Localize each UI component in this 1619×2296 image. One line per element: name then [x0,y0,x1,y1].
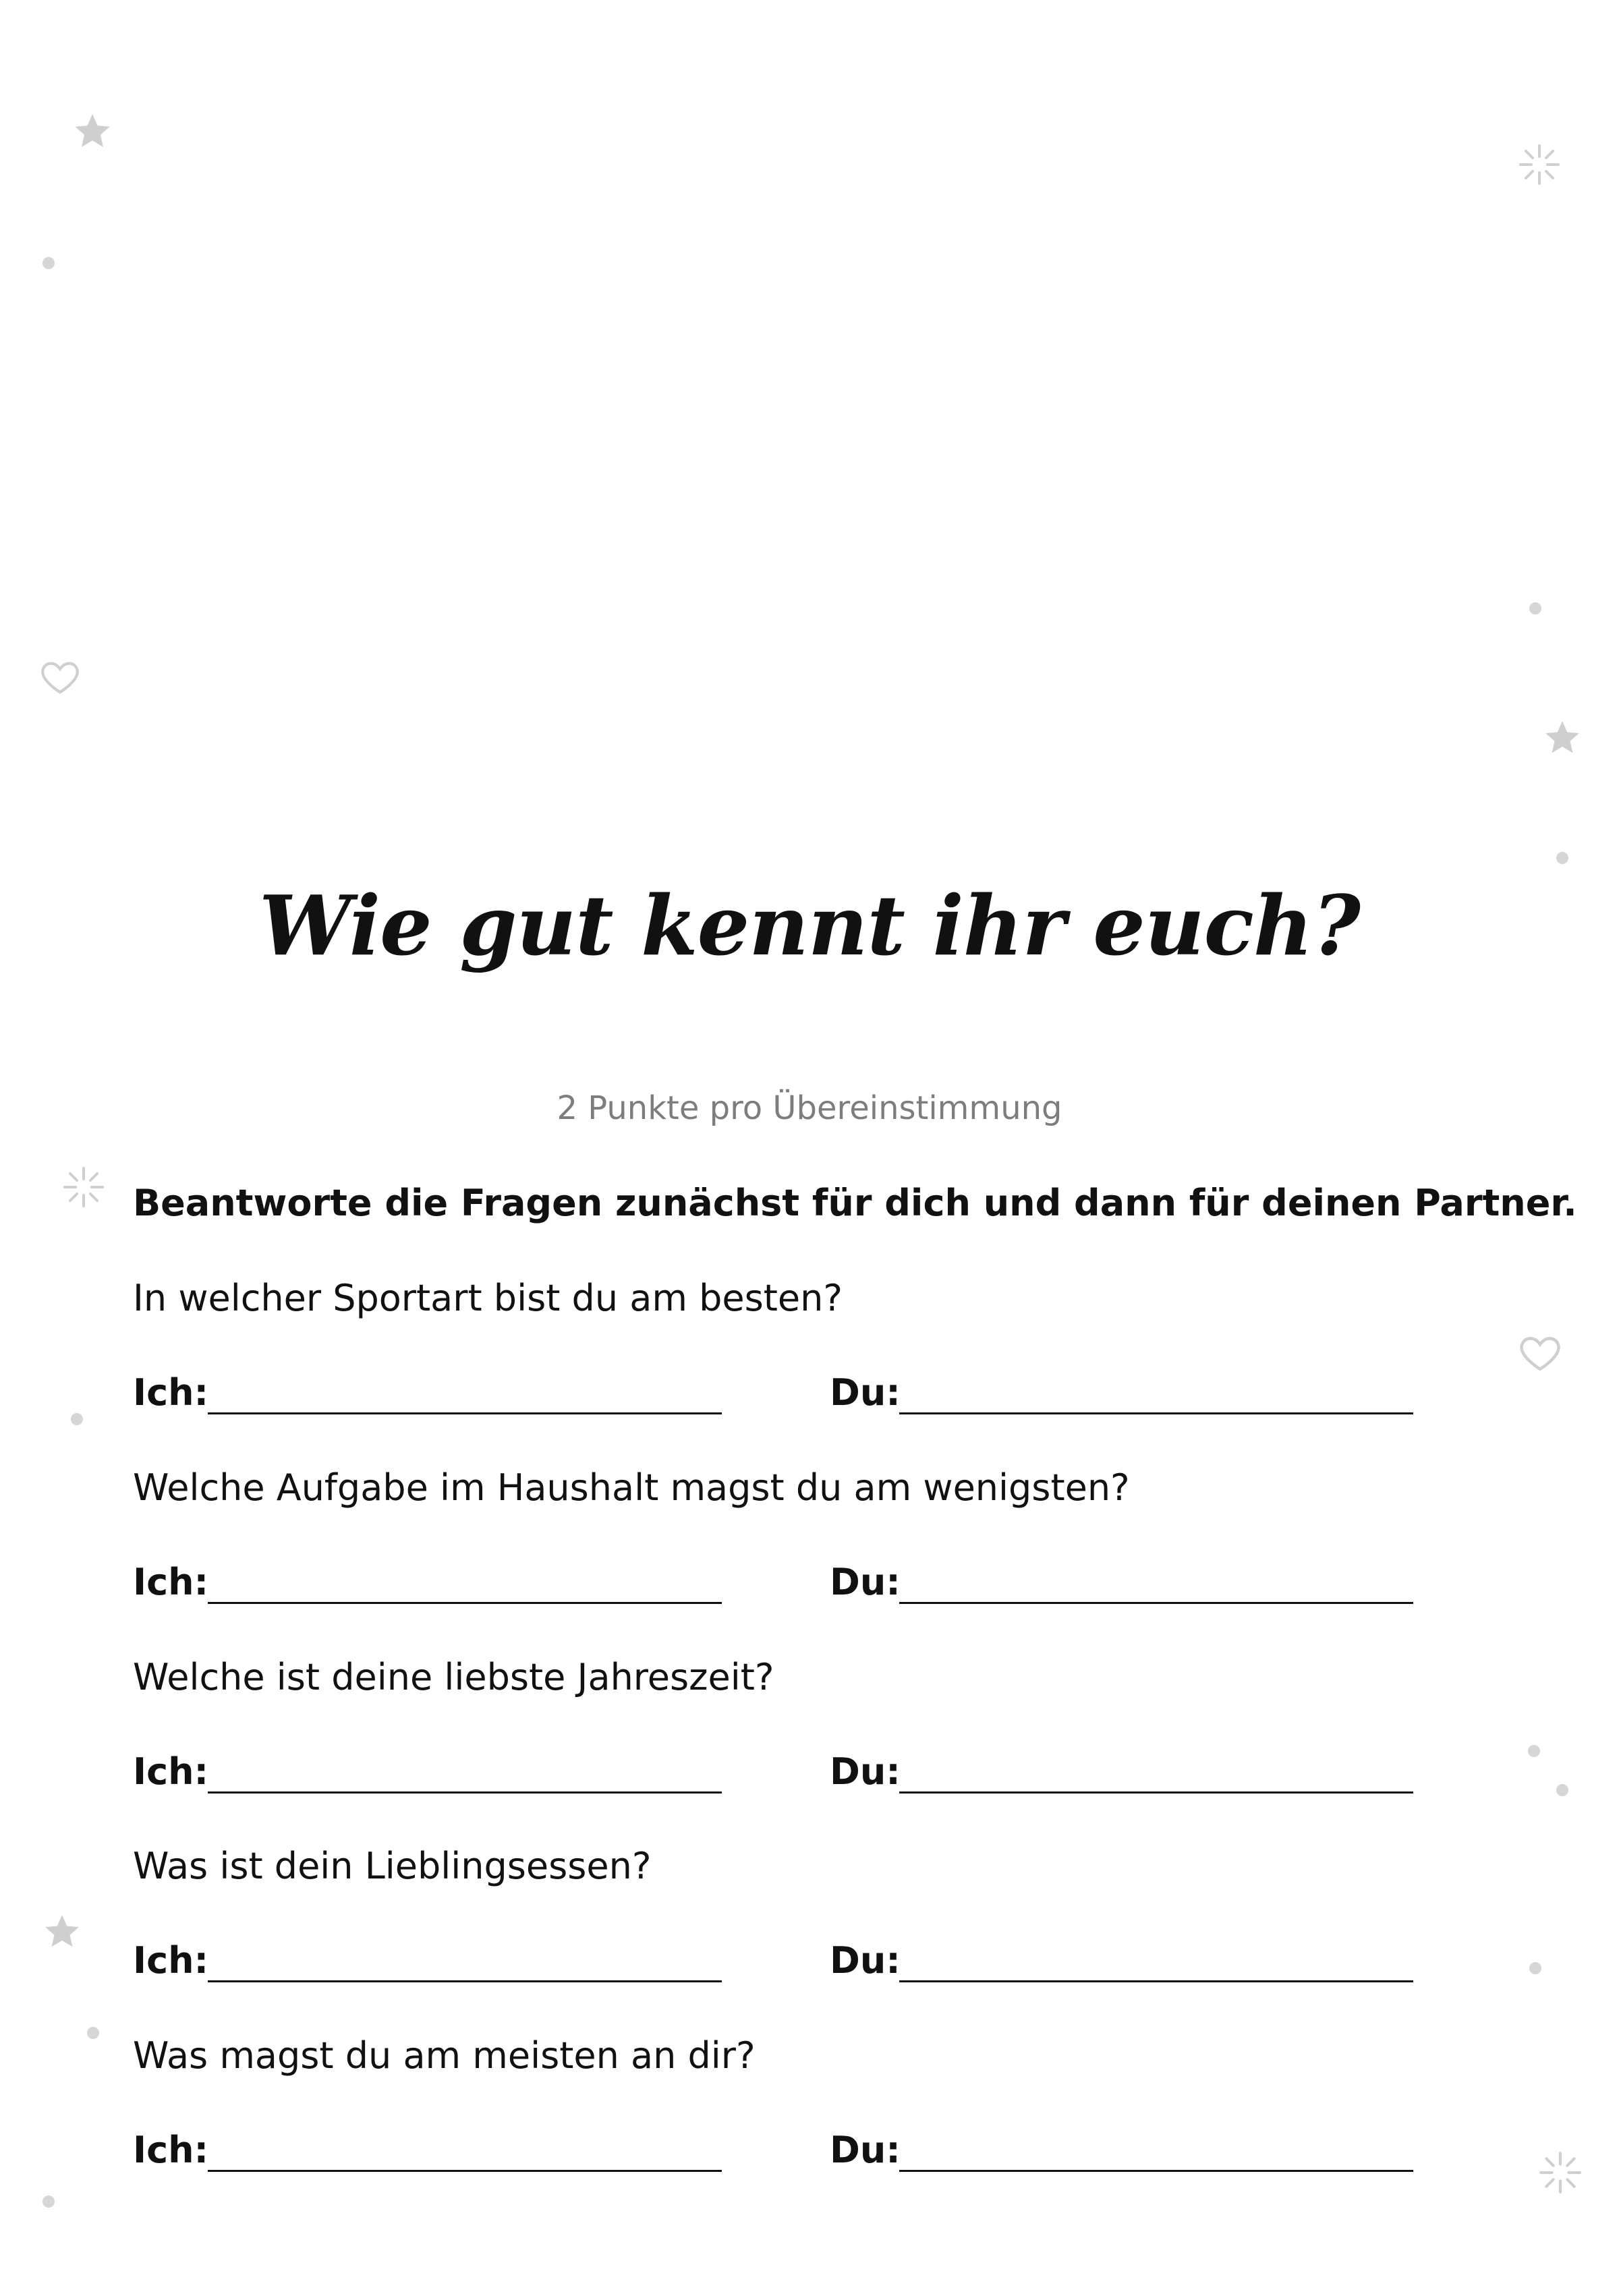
answer-label-me: Ich: [133,1939,209,1982]
answer-label-you: Du: [830,1939,901,1982]
star-icon [40,1912,84,1952]
question-text: Welche ist deine liebste Jahreszeit? [133,1656,774,1698]
question-text: In welcher Sportart bist du am besten? [133,1277,843,1319]
answer-line-me[interactable] [208,1412,722,1414]
star-icon [1541,718,1584,758]
dot-icon [1556,1783,1569,1797]
dot-icon [70,1412,84,1426]
answer-line-you[interactable] [899,1980,1413,1982]
page-title: Wie gut kennt ihr euch? [258,877,1361,974]
answer-line-you[interactable] [899,1412,1413,1414]
answer-line-me[interactable] [208,1980,722,1982]
sparkle-icon [1518,143,1561,186]
answer-line-me[interactable] [208,2170,722,2172]
dot-icon [42,2195,55,2208]
question-text: Was magst du am meisten an dir? [133,2034,756,2077]
scoring-note: 2 Punkte pro Übereinstimmung [557,1089,1062,1127]
answer-label-me: Ich: [133,1561,209,1603]
answer-label-you: Du: [830,1561,901,1603]
answer-label-you: Du: [830,1371,901,1414]
instruction-text: Beantworte die Fragen zunächst für dich und dann für deinen Partner. [133,1182,1577,1224]
heart-icon [1518,1327,1562,1377]
question-text: Welche Aufgabe im Haushalt magst du am wenigsten? [133,1466,1130,1509]
answer-label-you: Du: [830,1750,901,1793]
question-text: Was ist dein Lieblingsessen? [133,1845,652,1887]
heart-icon [39,653,81,700]
answer-label-me: Ich: [133,2129,209,2171]
dot-icon [1529,1961,1542,1975]
dot-icon [1529,602,1542,615]
answer-line-you[interactable] [899,2170,1413,2172]
dot-icon [1556,851,1569,865]
dot-icon [1527,1744,1541,1758]
answer-line-you[interactable] [899,1791,1413,1793]
answer-line-me[interactable] [208,1602,722,1604]
sparkle-icon [1538,2150,1583,2195]
answer-label-me: Ich: [133,1371,209,1414]
sparkle-icon [62,1166,105,1209]
answer-line-you[interactable] [899,1602,1413,1604]
answer-line-me[interactable] [208,1791,722,1793]
star-icon [70,111,115,152]
dot-icon [42,256,55,270]
answer-label-me: Ich: [133,1750,209,1793]
dot-icon [86,2026,100,2040]
answer-label-you: Du: [830,2129,901,2171]
